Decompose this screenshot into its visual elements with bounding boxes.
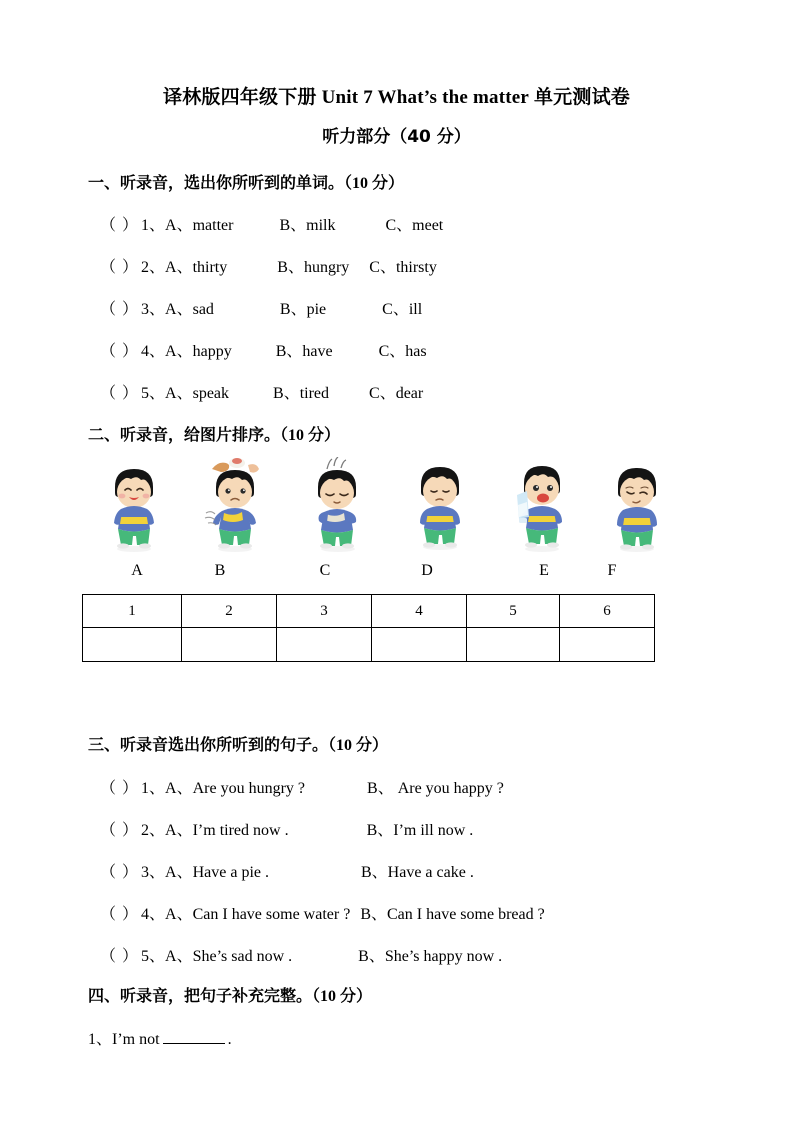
table-cell-number: 5 (467, 595, 560, 628)
question-number: 1、 (141, 217, 166, 234)
option-a[interactable]: A、happy (165, 343, 232, 360)
section-4-points: （10 分） (312, 988, 373, 1005)
picture-label-a: A (131, 562, 143, 579)
picture-label-c: C (319, 562, 331, 579)
section-heading-1 (88, 170, 404, 193)
option-a[interactable]: A、thirty (165, 259, 228, 276)
boy-hurt-icon (204, 455, 266, 553)
question-3-5 (100, 943, 502, 966)
table-cell-answer[interactable] (277, 628, 372, 662)
option-a[interactable]: A、matter (165, 217, 234, 234)
question-number: 1、 (88, 1031, 113, 1048)
fill-in-item-1 (88, 1026, 232, 1049)
fill-sentence-before: I’m not (112, 1031, 160, 1048)
title-chinese-prefix: 译林版四年级下册 (163, 86, 317, 108)
question-number: 2、 (141, 259, 166, 276)
boy-sad-icon (409, 461, 471, 551)
option-b[interactable]: B、Can I have some bread ? (360, 906, 545, 923)
option-b[interactable]: B、have (275, 343, 333, 360)
question-number: 5、 (141, 385, 166, 402)
section-heading-2 (88, 422, 340, 445)
picture-label-e: E (539, 562, 549, 579)
option-b[interactable]: B、milk (279, 217, 336, 234)
option-a[interactable]: A、I’m tired now . (165, 822, 289, 839)
table-cell-number: 3 (277, 595, 372, 628)
table-cell-number: 1 (83, 595, 182, 628)
question-1-2 (100, 254, 437, 277)
answer-paren[interactable]: （ ） (100, 906, 140, 923)
section-heading-4 (88, 983, 372, 1006)
question-1-3 (100, 296, 422, 319)
question-1-4 (100, 338, 427, 361)
question-number: 3、 (141, 301, 166, 318)
answer-paren[interactable]: （ ） (100, 259, 140, 276)
option-a[interactable]: A、speak (165, 385, 230, 402)
option-b[interactable]: B、Have a cake . (361, 864, 474, 881)
picture-d-sad-boy (409, 461, 471, 551)
option-b[interactable]: B、 Are you happy ? (367, 780, 504, 797)
option-a[interactable]: A、sad (165, 301, 214, 318)
answer-paren[interactable]: （ ） (100, 780, 140, 797)
section-3-points: （10 分） (328, 737, 389, 754)
option-b[interactable]: B、tired (273, 385, 330, 402)
boy-tired-icon (307, 457, 369, 553)
option-a[interactable]: A、She’s sad now . (165, 948, 293, 965)
option-c[interactable]: C、dear (369, 385, 424, 402)
question-3-2 (100, 817, 473, 840)
table-cell-number: 2 (182, 595, 277, 628)
page-subtitle: 听力部分（40 分） (322, 127, 471, 147)
picture-b-hurt-boy (204, 455, 266, 553)
fill-sentence-after: . (227, 1031, 232, 1048)
answer-paren[interactable]: （ ） (100, 301, 140, 318)
option-c[interactable]: C、ill (382, 301, 423, 318)
question-number: 4、 (141, 343, 166, 360)
answer-paren[interactable]: （ ） (100, 948, 140, 965)
table-cell-answer[interactable] (83, 628, 182, 662)
section-3-title: 三、听录音选出你所听到的句子。 (88, 735, 329, 754)
table-cell-answer[interactable] (560, 628, 655, 662)
picture-f-ill-boy (606, 463, 668, 553)
table-row-answers (83, 628, 655, 662)
question-1-5 (100, 380, 423, 403)
answer-paren[interactable]: （ ） (100, 864, 140, 881)
table-cell-number: 4 (372, 595, 467, 628)
section-1-title: 一、听录音，选出你所听到的单词。 (88, 173, 345, 192)
section-heading-3 (88, 732, 388, 755)
picture-label-d: D (421, 562, 433, 579)
option-a[interactable]: A、Can I have some water ? (165, 906, 351, 923)
picture-label-b: B (214, 562, 226, 579)
option-b[interactable]: B、hungry (277, 259, 350, 276)
section-1-points: （10 分） (344, 175, 405, 192)
boy-happy-icon (103, 463, 165, 553)
option-c[interactable]: C、thirsty (369, 259, 437, 276)
picture-c-tired-boy (307, 457, 369, 553)
option-b[interactable]: B、pie (279, 301, 327, 318)
ordering-table (82, 594, 655, 662)
question-3-4 (100, 901, 545, 924)
question-number: 5、 (141, 948, 166, 965)
picture-e-thirsty-boy (509, 457, 571, 553)
option-a[interactable]: A、Are you hungry ? (165, 780, 306, 797)
answer-blank[interactable] (163, 1030, 225, 1044)
title-chinese-suffix: 单元测试卷 (533, 86, 630, 108)
picture-a-happy-boy (103, 463, 165, 553)
option-a[interactable]: A、Have a pie . (165, 864, 269, 881)
table-cell-answer[interactable] (182, 628, 277, 662)
table-cell-number: 6 (560, 595, 655, 628)
question-number: 2、 (141, 822, 166, 839)
question-3-3 (100, 859, 474, 882)
question-number: 3、 (141, 864, 166, 881)
boy-ill-icon (606, 463, 668, 553)
table-cell-answer[interactable] (372, 628, 467, 662)
page-title (0, 82, 793, 109)
table-row-numbers (83, 595, 655, 628)
table-cell-answer[interactable] (467, 628, 560, 662)
question-number: 4、 (141, 906, 166, 923)
question-3-1 (100, 775, 504, 798)
answer-paren[interactable]: （ ） (100, 385, 140, 402)
picture-strip (85, 455, 685, 547)
answer-paren[interactable]: （ ） (100, 217, 140, 234)
picture-label-f: F (607, 562, 617, 579)
title-english: Unit 7 What’s the matter (321, 87, 530, 108)
section-2-points: （10 分） (280, 427, 341, 444)
answer-paren[interactable]: （ ） (100, 822, 140, 839)
question-number: 1、 (141, 780, 166, 797)
section-4-title: 四、听录音，把句子补充完整。 (88, 986, 313, 1005)
question-1-1 (100, 212, 443, 235)
option-b[interactable]: B、She’s happy now . (358, 948, 503, 965)
option-c[interactable]: C、meet (385, 217, 444, 234)
section-2-title: 二、听录音，给图片排序。 (88, 425, 281, 444)
option-b[interactable]: B、I’m ill now . (366, 822, 474, 839)
answer-paren[interactable]: （ ） (100, 343, 140, 360)
boy-thirsty-icon (509, 457, 571, 553)
option-c[interactable]: C、has (378, 343, 427, 360)
